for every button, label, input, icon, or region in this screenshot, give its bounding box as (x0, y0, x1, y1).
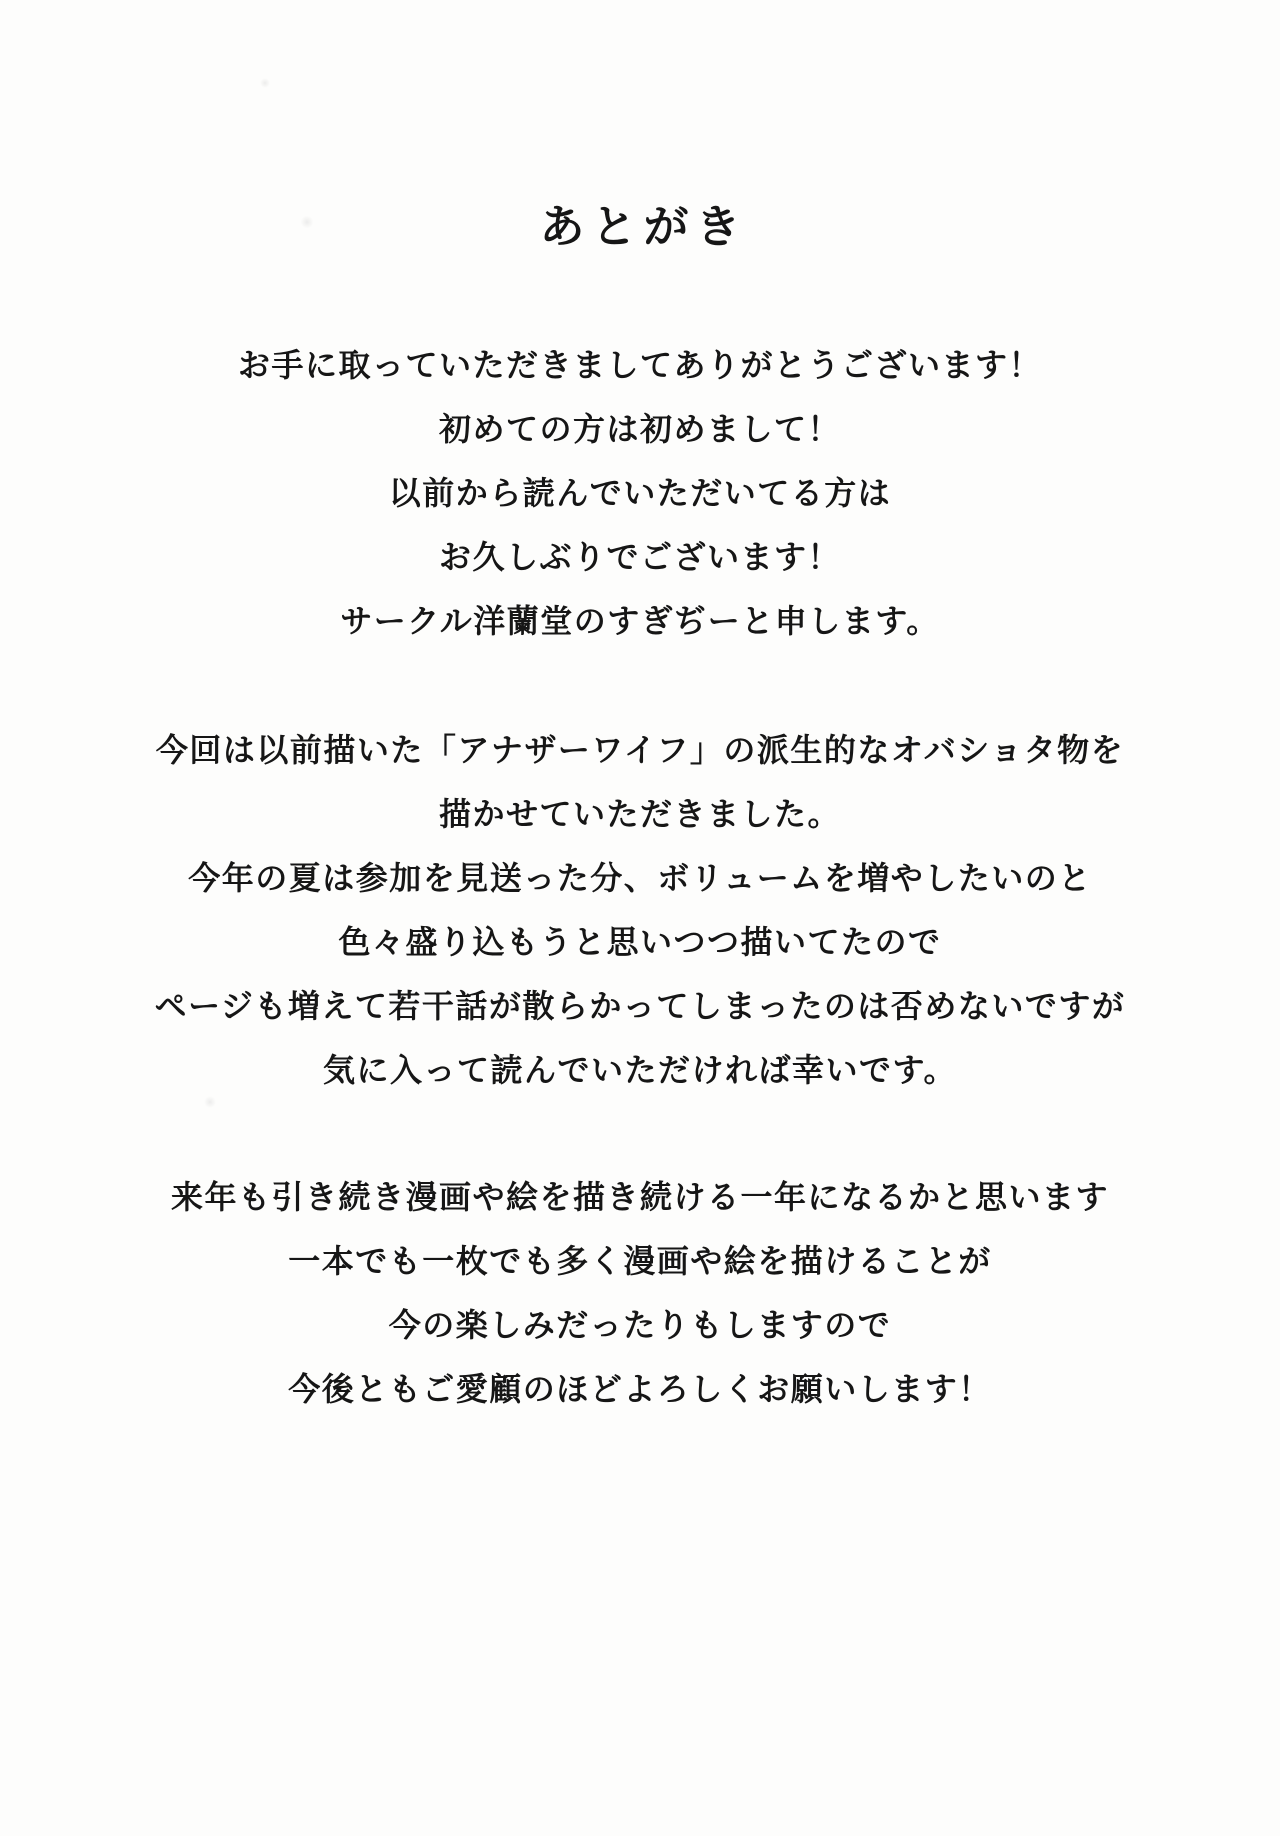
text-line: ページも増えて若干話が散らかってしまったのは否めないですが (154, 988, 1126, 1024)
text-line: 描かせていただきました。 (438, 796, 841, 832)
text-line: 今年の夏は参加を見送った分、ボリュームを増やしたいのと (188, 860, 1092, 896)
text-line: 今後ともご愛顧のほどよろしくお願いします！ (288, 1371, 992, 1407)
text-line: 気に入って読んでいただければ幸いです。 (323, 1052, 957, 1088)
text-line: 今の楽しみだったりもしますので (388, 1307, 892, 1343)
text-line: 一本でも一枚でも多く漫画や絵を描けることが (288, 1243, 992, 1279)
text-line: 来年も引き続き漫画や絵を描き続ける一年になるかと思います (170, 1179, 1109, 1215)
text-line: お手に取っていただきましてありがとうございます！ (237, 347, 1042, 383)
scan-artifact (260, 78, 270, 88)
scan-artifact (300, 216, 314, 228)
text-line: 以前から読んでいただいてる方は (388, 475, 892, 511)
page-title: あとがき (539, 202, 748, 252)
paragraph-greeting (0, 333, 1280, 653)
text-line: お久しぶりでございます！ (438, 539, 841, 575)
text-line: 今回は以前描いた「アナザーワイフ」の派生的なオバショタ物を (155, 732, 1125, 768)
scan-artifact (204, 1096, 216, 1108)
text-line: 色々盛り込もうと思いつつ描いてたので (338, 924, 942, 960)
text-line: サークル洋蘭堂のすぎぢーと申します。 (340, 603, 940, 639)
paragraph-about-book (0, 718, 1280, 1102)
paragraph-closing (0, 1165, 1280, 1421)
text-line: 初めての方は初めまして！ (438, 411, 841, 447)
